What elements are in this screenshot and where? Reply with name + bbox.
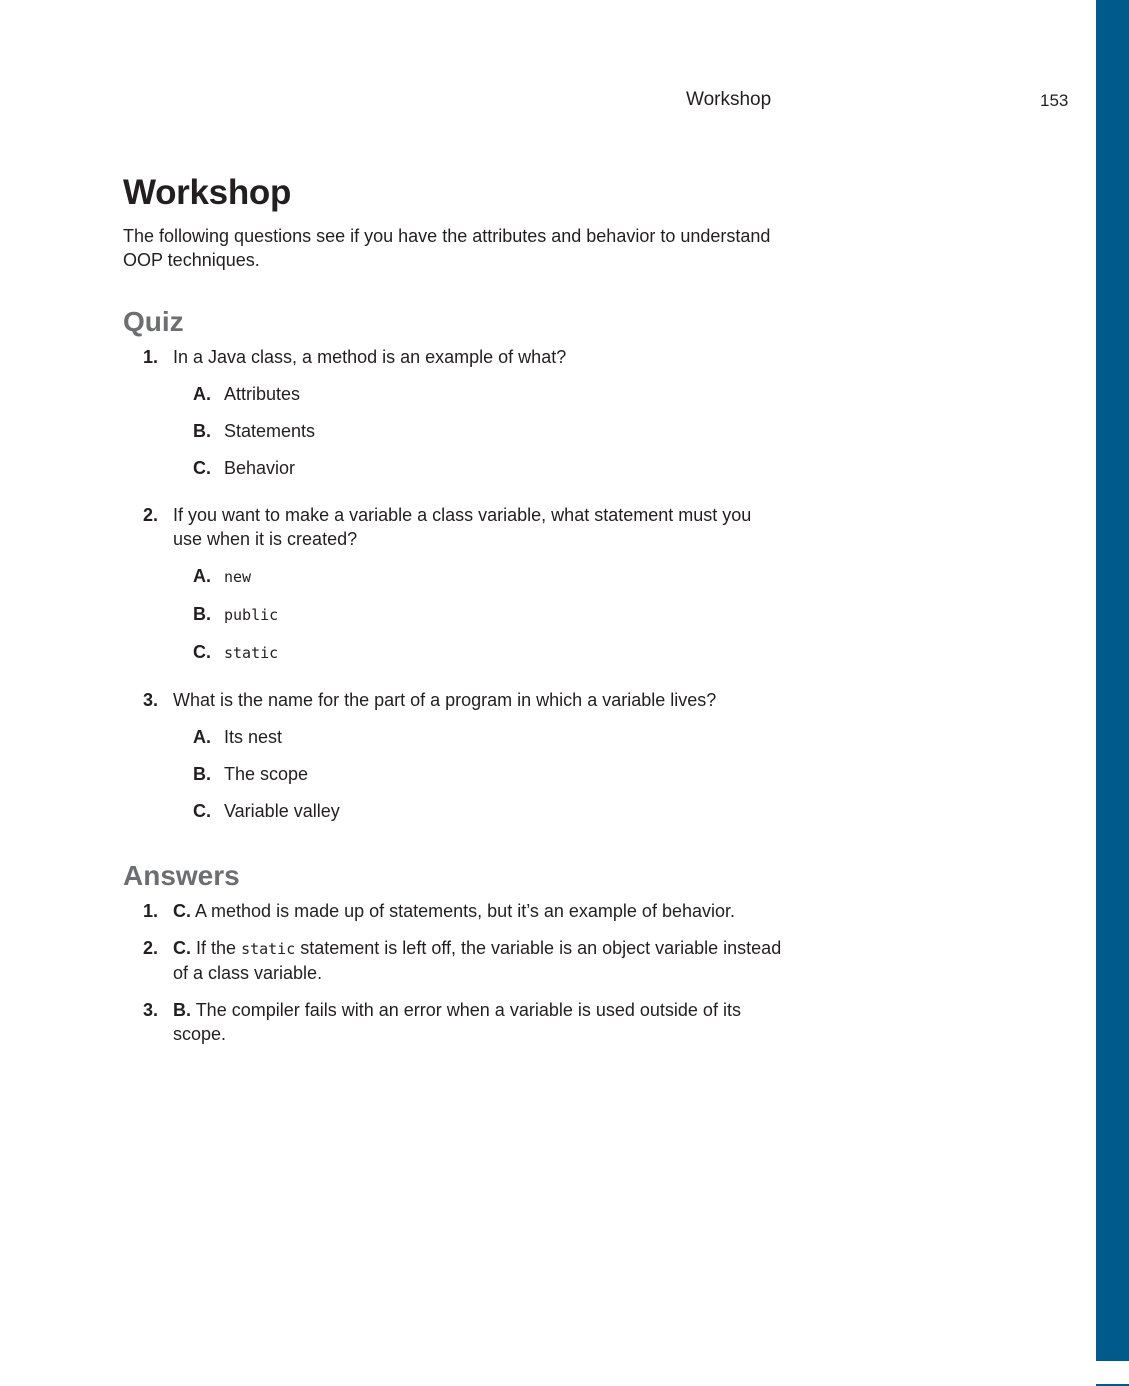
answer-option-a — [123, 725, 783, 749]
answer-option-b — [123, 602, 783, 627]
option-letter: A. — [193, 727, 211, 747]
answer-text: The compiler fails with an error when a variable is used outside of its scope. — [173, 1000, 741, 1044]
option-letter: B. — [193, 764, 211, 784]
section-title-workshop: Workshop — [123, 173, 292, 212]
answer-text: A method is made up of statements, but it’s an example of behavior. — [195, 901, 735, 921]
answer-letter: C. — [173, 938, 191, 958]
answer-item-2 — [123, 936, 783, 985]
answer-option-c — [123, 640, 783, 665]
answer-option-c — [123, 799, 783, 823]
answer-option-b — [123, 762, 783, 786]
question-text: In a Java class, a method is an example of what? — [173, 347, 567, 367]
answer-number: 1. — [143, 901, 159, 921]
quiz-question-2 — [123, 503, 783, 665]
answer-list — [123, 899, 783, 1046]
page-number: 153 — [1040, 91, 1069, 110]
option-text: Variable valley — [224, 801, 340, 821]
page-edge-accent-bar — [1096, 0, 1129, 1361]
option-text: The scope — [224, 764, 309, 784]
answer-text-after: statement is left off, the variable is an object variable instead of a class variable. — [173, 938, 782, 983]
option-letter: B. — [193, 604, 211, 624]
option-letter: C. — [193, 801, 211, 821]
option-text: Attributes — [224, 384, 301, 404]
question-text: If you want to make a variable a class variable, what statement must you use when it is created? — [173, 505, 752, 549]
running-head: Workshop — [686, 89, 772, 110]
question-number: 3. — [143, 690, 159, 710]
quiz-question-3 — [123, 688, 783, 823]
option-letter: A. — [193, 566, 211, 586]
answer-inline-code: static — [241, 940, 296, 958]
answer-item-1 — [123, 899, 783, 923]
question-text: What is the name for the part of a program in which a variable lives? — [173, 690, 717, 710]
quiz-question-1 — [123, 345, 783, 480]
section-title-quiz: Quiz — [123, 306, 184, 337]
option-letter: A. — [193, 384, 211, 404]
answer-text-before: If the — [196, 938, 237, 958]
quiz-question-list — [123, 345, 783, 823]
option-code-text: new — [224, 568, 252, 586]
question-number: 2. — [143, 505, 159, 525]
answer-option-a — [123, 382, 783, 406]
question-number: 1. — [143, 347, 159, 367]
answer-option-c — [123, 456, 783, 480]
option-code-text: static — [224, 644, 279, 662]
option-code-text: public — [224, 606, 279, 624]
option-text: Its nest — [224, 727, 283, 747]
option-text: Statements — [224, 421, 316, 441]
option-text: Behavior — [224, 458, 296, 478]
option-letter: C. — [193, 642, 211, 662]
answer-letter: B. — [173, 1000, 191, 1020]
section-title-answers: Answers — [123, 860, 240, 891]
answer-option-a — [123, 564, 783, 589]
option-letter: B. — [193, 421, 211, 441]
answer-number: 3. — [143, 1000, 159, 1020]
option-letter: C. — [193, 458, 211, 478]
answer-number: 2. — [143, 938, 159, 958]
intro-paragraph: The following questions see if you have the attributes and behavior to understand OOP techniques. — [123, 226, 771, 270]
answer-letter: C. — [173, 901, 191, 921]
answer-item-3 — [123, 998, 783, 1046]
page-content — [123, 170, 783, 1046]
answer-option-b — [123, 419, 783, 443]
